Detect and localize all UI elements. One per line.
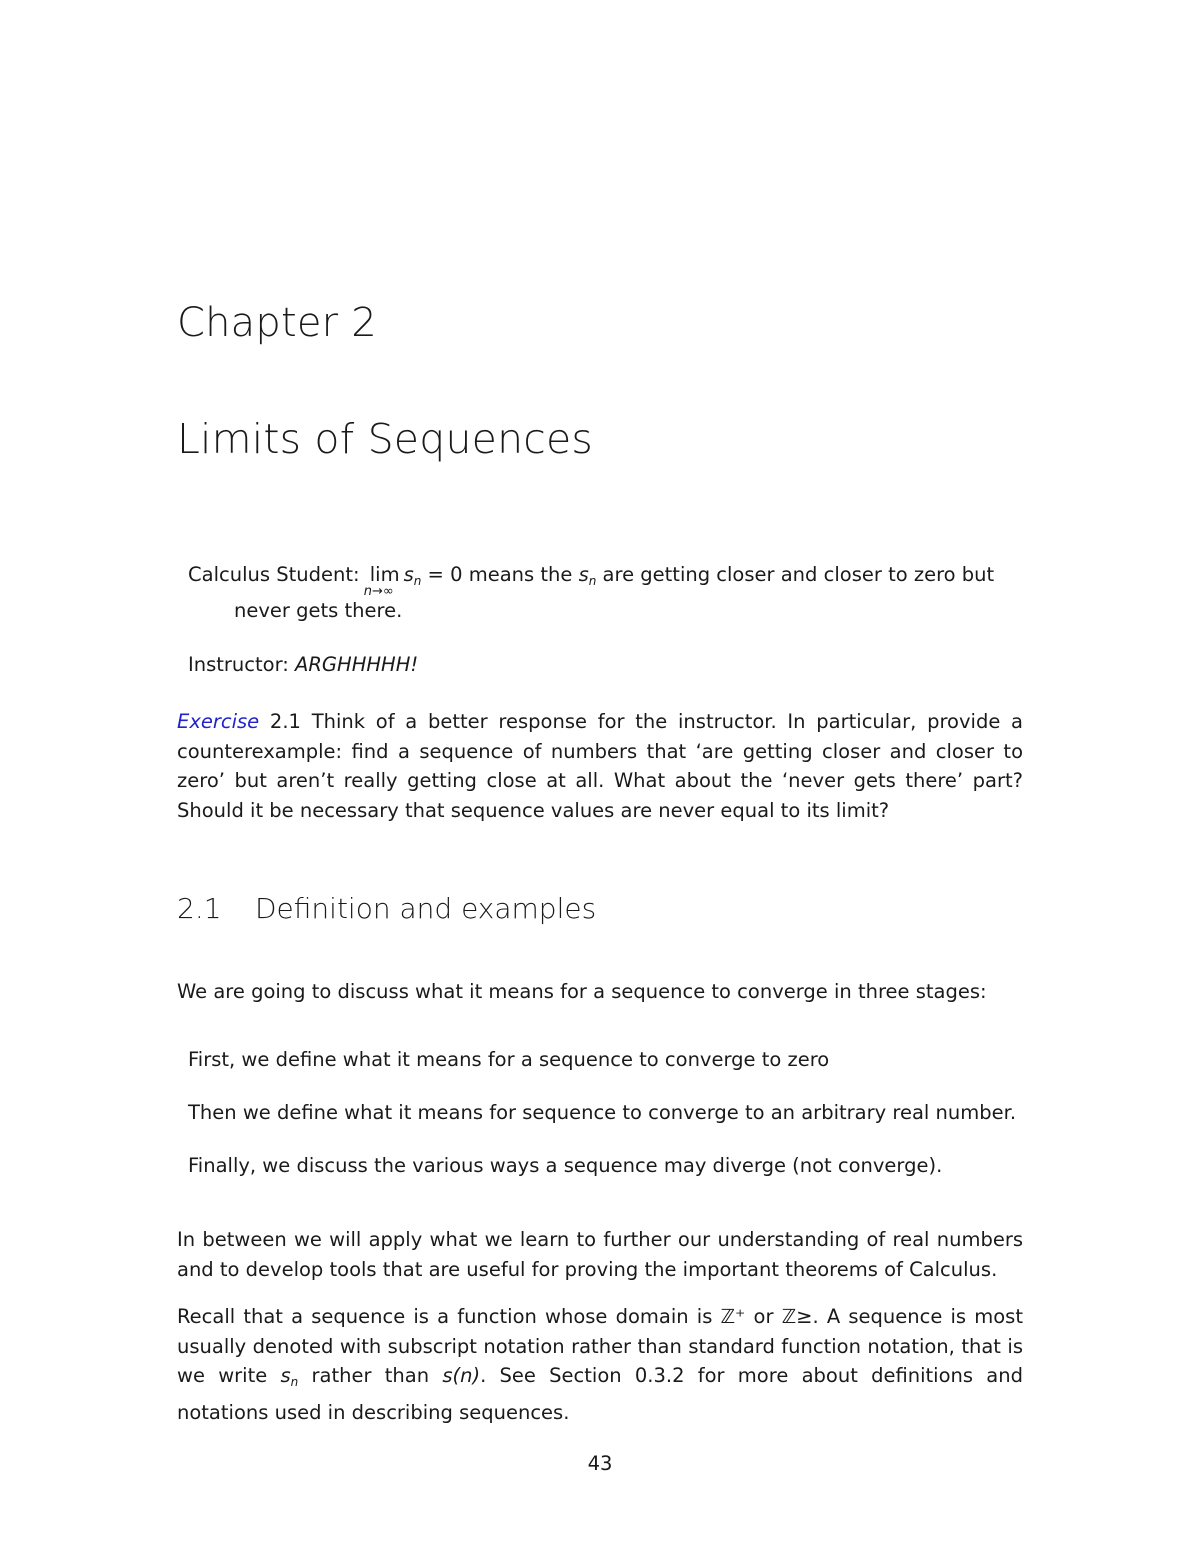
intro-paragraph: We are going to discuss what it means for a sequence to converge in three stages: — [177, 980, 987, 1003]
stages-list — [188, 1045, 1028, 1204]
exercise-number: 2.1 — [269, 710, 301, 733]
section-heading — [177, 892, 596, 925]
list-item: Then we define what it means for sequence to converge to an arbitrary real number. — [188, 1101, 1017, 1124]
exercise-link[interactable]: Exercise — [177, 710, 260, 733]
math-z-plus: ℤ⁺ — [720, 1305, 746, 1328]
student-continuation: never gets there. — [234, 599, 403, 622]
instructor-response: ARGHHHHH! — [295, 653, 419, 676]
math-s: s — [403, 563, 414, 586]
student-rest-text: are getting closer and closer to zero but — [596, 563, 995, 586]
math-subscript-n: n — [588, 574, 597, 588]
math-s: s — [280, 1364, 291, 1387]
chapter-title: Limits of Sequences — [177, 415, 593, 463]
list-item: Finally, we discuss the various ways a sequence may diverge (not converge). — [188, 1154, 943, 1177]
page-number: 43 — [587, 1452, 613, 1475]
dialogue-student — [188, 560, 1028, 626]
speaker-student: Calculus Student: — [188, 563, 360, 586]
math-subscript-n: n — [413, 574, 422, 588]
list-item: First, we define what it means for a sequence to converge to zero — [188, 1048, 830, 1071]
math-s: s — [578, 563, 589, 586]
between-paragraph: In between we will apply what we learn to further our understanding of real numbers and to develop tools that are useful for proving the important theorems of Calculus. — [177, 1228, 1023, 1281]
section-number: 2.1 — [177, 892, 222, 925]
exercise-text: Think of a better response for the instructor. In particular, provide a counterexample: find a sequence of numbers that ‘are getting closer and closer to zero’ but aren’t really getting close at all. What about the ‘never gets there’ part? Should it be necessary that sequence values are never equal to its limit? — [177, 710, 1024, 822]
student-equation-text: = 0 means the — [421, 563, 579, 586]
speaker-instructor: Instructor: — [188, 653, 289, 676]
math-subscript-n: n — [290, 1375, 299, 1389]
chapter-label: Chapter 2 — [177, 300, 377, 346]
limit-subscript: n→∞ — [363, 584, 394, 599]
section-title: Definition and examples — [255, 892, 597, 925]
math-s-of-n: s(n) — [442, 1364, 481, 1387]
limit-operator: lim n→∞ — [370, 560, 400, 590]
recall-paragraph: Recall that a sequence is a function whose domain is ℤ⁺ or ℤ≥. A sequence is most usually denoted with subscript notation rather than standard function notation, that is we write $s_n$ rather than s(n). See Section 0.3.2 for more about definitions and notations used in describing sequences. — [177, 1305, 1023, 1424]
dialogue-instructor — [188, 650, 1028, 680]
exercise-block — [177, 707, 1023, 825]
math-z-geq: ℤ≥ — [781, 1305, 813, 1328]
